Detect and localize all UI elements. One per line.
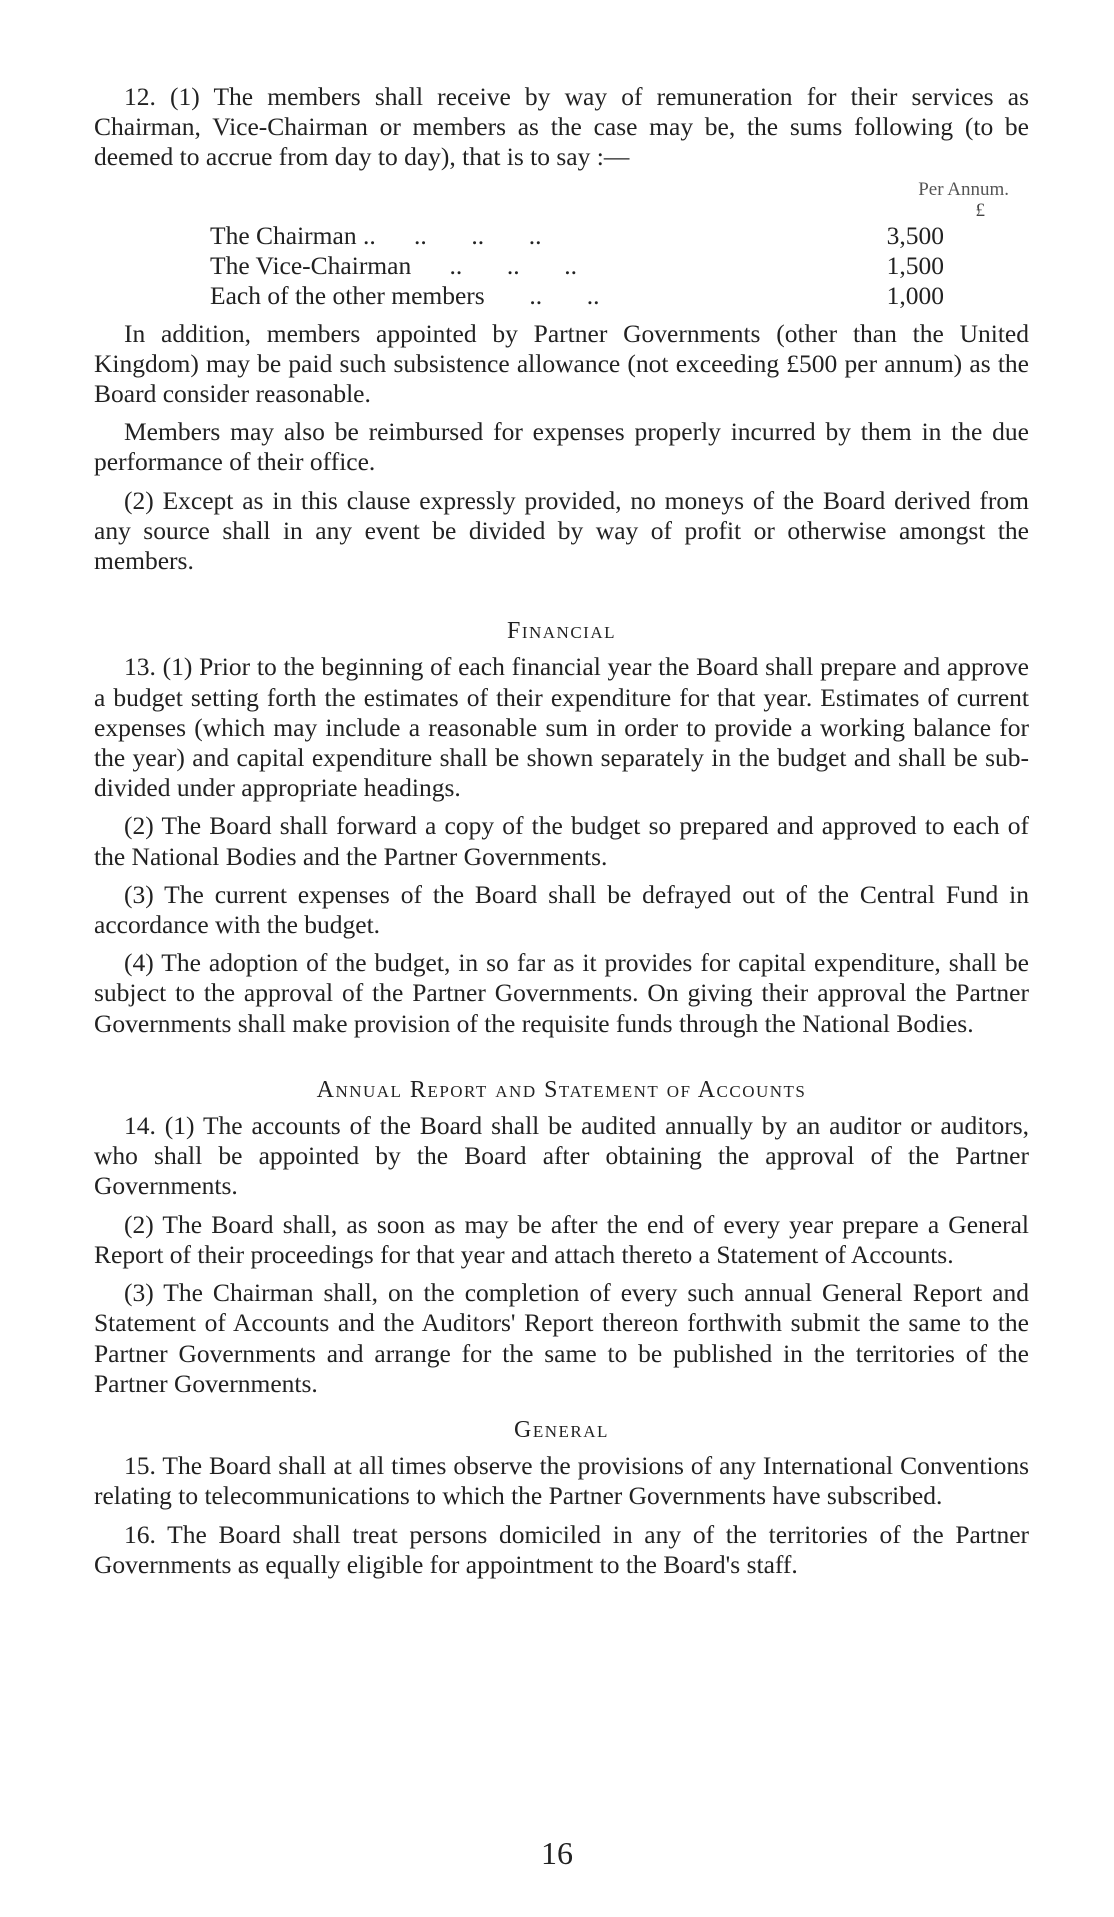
clause-14-paragraph-2: (2) The Board shall, as soon as may be after the end of every year prepare a General Report of their proceedings for that year and attach thereto a Statement of Accounts. [94, 1209, 1029, 1269]
per-annum-label: Per Annum. [918, 178, 1009, 200]
row-amount: 1,000 [886, 280, 944, 310]
currency-symbol: £ [975, 199, 985, 221]
row-label: The Vice-Chairman .. .. .. [210, 250, 577, 280]
clause-12-paragraph-2: In addition, members appointed by Partner Governments (other than the United Kingdom) may be paid such subsistence allowance (not exceeding £500 per annum) as the Board consider reasonable. [94, 318, 1029, 409]
row-amount: 1,500 [886, 250, 944, 280]
clause-13-paragraph-3: (3) The current expenses of the Board shall be defrayed out of the Central Fund in accordance with the budget. [94, 879, 1029, 940]
clause-14-paragraph-3: (3) The Chairman shall, on the completion of every such annual General Report and Statement of Accounts and the Auditors' Report thereon forthwith submit the same to the Partner Governments and arrange for the same to be published in the territories of the Partner Governments. [94, 1278, 1029, 1398]
table-row [210, 281, 944, 311]
section-heading-financial: Financial [506, 618, 616, 645]
row-amount: 3,500 [886, 220, 944, 250]
page-number: 16 [541, 1835, 573, 1871]
row-label: Each of the other members .. .. [210, 280, 600, 310]
clause-12-paragraph-1: 12. (1) The members shall receive by way of remuneration for their services as Chairman, Vice-Chairman or members as the case may be, the sums following (to be deemed to accrue from day to day), that is to say :— [94, 82, 1029, 172]
row-label: The Chairman .. .. .. .. [210, 220, 542, 250]
table-row [210, 251, 944, 281]
clause-12-paragraph-3: Members may also be reimbursed for expenses properly incurred by them in the due performance of their office. [94, 417, 1029, 477]
clause-13-paragraph-4: (4) The adoption of the budget, in so far as it provides for capital expenditure, shall be subject to the approval of the Partner Governments. On giving their approval the Partner Governments shall make provision of the requisite funds through the National Bodies. [94, 948, 1029, 1038]
clause-12-paragraph-4: (2) Except as in this clause expressly provided, no moneys of the Board derived from any source shall in any event be divided by way of profit or otherwise amongst the members. [94, 485, 1029, 576]
clause-16-paragraph: 16. The Board shall treat persons domiciled in any of the territories of the Partner Governments as equally eligible for appointment to the Board's staff. [94, 1519, 1029, 1579]
clause-13-paragraph-2: (2) The Board shall forward a copy of the budget so prepared and approved to each of the National Bodies and the Partner Governments. [94, 811, 1029, 871]
section-heading-general: General [514, 1416, 609, 1443]
clause-13-paragraph-1: 13. (1) Prior to the beginning of each financial year the Board shall prepare and approve a budget setting forth the estimates of their expenditure for that year. Estimates of current expenses (which may include a reasonable sum in order to provide a working balance for the year) and capital expenditure shall be shown separately in the budget and shall be sub-divided under appropriate headings. [94, 652, 1029, 803]
clause-15-paragraph: 15. The Board shall at all times observe the provisions of any International Conventions relating to telecommunications to which the Partner Governments have subscribed. [94, 1451, 1029, 1511]
remuneration-table [210, 221, 944, 311]
table-row [210, 221, 944, 251]
document-body [94, 82, 1029, 1580]
section-heading-annual-report: Annual Report and Statement of Accounts [316, 1076, 807, 1103]
clause-14-paragraph-1: 14. (1) The accounts of the Board shall be audited annually by an auditor or auditors, who shall be appointed by the Board after obtaining the approval of the Partner Governments. [94, 1111, 1029, 1201]
